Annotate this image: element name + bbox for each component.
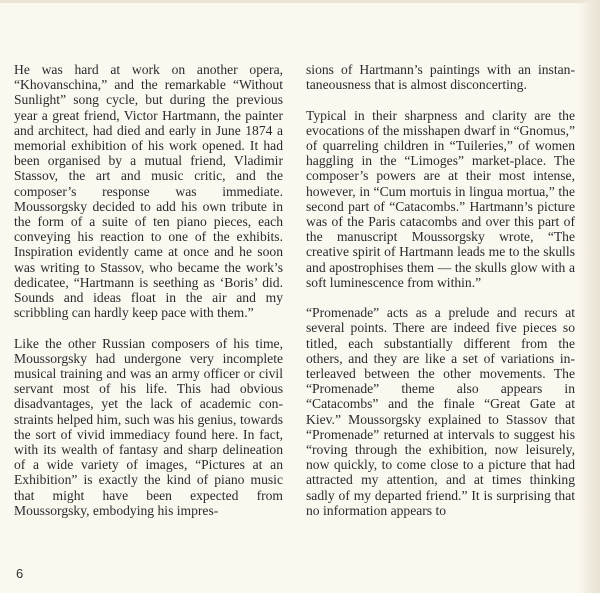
- page-number: 6: [16, 566, 24, 581]
- left-text-column: [14, 62, 283, 518]
- page-binding-edge: [578, 0, 600, 593]
- paragraph-promenade: “Promenade” acts as a prelude and recurs at several points. There are indeed five pieces so titled, each substantially different from the others, and they are like a set of variations interleaved between the other movements. The “Promenade” theme also appears in “Catacombs” and the finale “Great Gate at Kiev.” Moussorgsky explained to Stassov that “Promenade” returned at intervals to suggest his “roving through the exhibition, now leisurely, now quickly, to come close to a picture that had attracted my attention, and at times thinking sadly of my departed friend.” It is surprising that no information appears to: [306, 305, 575, 518]
- paragraph-typical-sharpness: Typical in their sharpness and clarity are the evocations of the misshapen dwarf in “Gnomus,” of quarreling children in “Tuileries,” of women haggling in the “Limoges” market-place. The composer’s powers are at their most intense, however, in “Cum mortuis in lingua mortua,” the second part of “Catacombs.” Hartmann’s picture was of the Paris catacombs and over this part of the manuscript Moussorgsky wrote, “The creative spirit of Hartmann leads me to the skulls and apostrophises them — the skulls glow with a soft luminescence from within.”: [306, 107, 575, 290]
- paragraph-hartmann-exhibition: He was hard at work on another opera, “Khovanschina,” and the remarkable “Without Sunlight” song cycle, but during the previous year a great friend, Victor Hartmann, the painter and architect, had died and early in June 1874 a memorial exhibition of his work opened. It had been organised by a mutual friend, Vladimir Stassov, the art and music critic, and the composer’s response was immediate. Moussorgsky decided to add his own tribute in the form of a suite of ten piano pieces, each conveying his reaction to one of the exhibits. Inspiration evidently came at once and he soon was writing to Stassov, who became the work’s dedicatee, “Hartmann is seething as ‘Boris’ did. Sounds and ideas float in the air and my scribbling can hardly keep pace with them.”: [14, 62, 283, 321]
- right-text-column: [306, 62, 575, 518]
- page-top-edge: [0, 0, 600, 3]
- paragraph-russian-composers: Like the other Russian composers of his time, Moussorgsky had undergone very incomplete musical training and was an army officer or civil servant most of his life. This had obvious disadvantages, yet the lack of academic constraints helped him, such was his genius, towards the sort of vivid immediacy found here. In fact, with its wealth of fantasy and sharp delineation of a wide variety of images, “Pictures at an Exhibition” is exactly the kind of piano music that might have been expected from Moussorgsky, embodying his impres-: [14, 335, 283, 518]
- paragraph-instantaneousness: sions of Hartmann’s paintings with an instantaneousness that is almost disconcerting.: [306, 62, 575, 93]
